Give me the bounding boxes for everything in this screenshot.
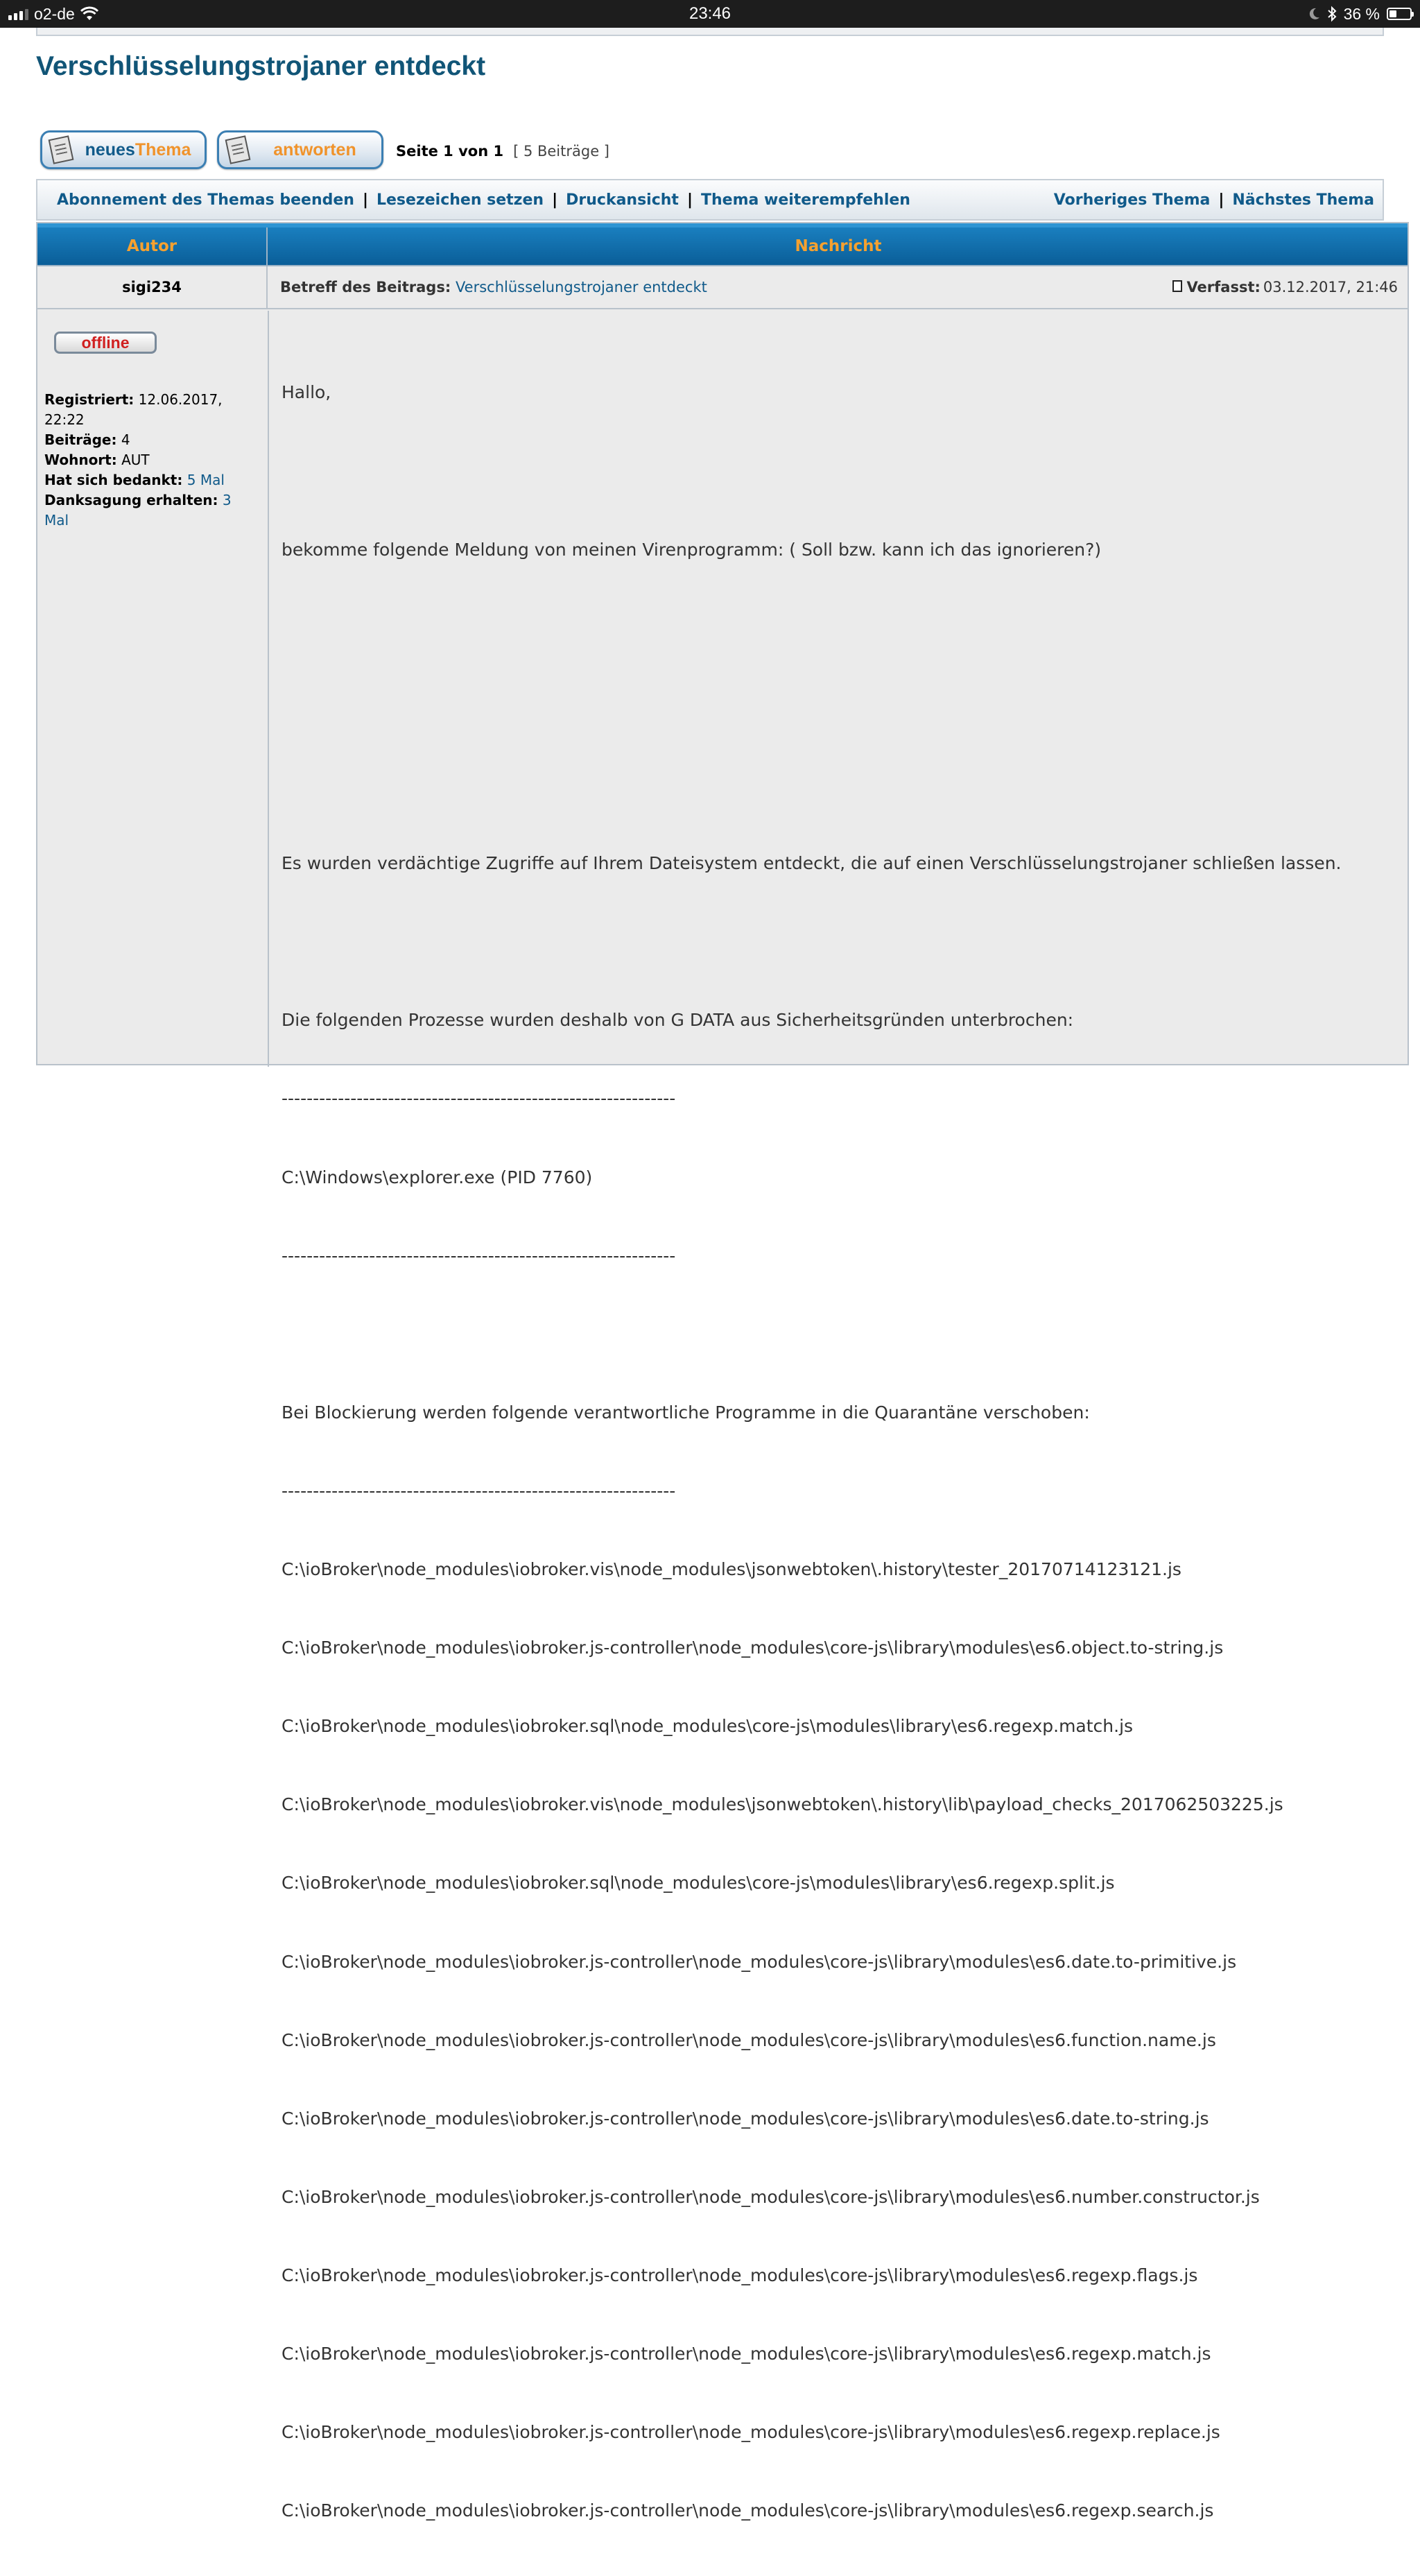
reply-label: antworten <box>273 139 356 160</box>
next-topic-link[interactable]: Nächstes Thema <box>1232 191 1374 209</box>
status-bar <box>0 0 1420 28</box>
topic-nav <box>1054 180 1374 219</box>
thanks-received-link[interactable]: 3 Mal <box>44 492 232 529</box>
post-line: --------------------------------------------------------------- <box>282 1088 676 1109</box>
post-line: C:\ioBroker\node_modules\iobroker.js-controller\node_modules\core-js\library\modules\es6.date.to-string.js <box>282 2108 1209 2129</box>
document-icon <box>225 135 251 164</box>
post-line: Die folgenden Prozesse wurden deshalb von G DATA aus Sicherheitsgründen unterbrochen: <box>282 1010 1074 1031</box>
post-date <box>1172 266 1398 308</box>
battery-percent: 36 % <box>1343 4 1380 23</box>
post-line <box>282 929 1398 955</box>
header-strip <box>36 28 1384 36</box>
table-header <box>37 223 1408 266</box>
separator: | <box>686 191 693 209</box>
post-header-row <box>37 266 1408 309</box>
post-content <box>282 327 1398 2576</box>
post-author[interactable]: sigi234 <box>37 266 268 308</box>
posted-label: Verfasst: <box>1186 279 1261 295</box>
new-topic-button[interactable] <box>40 130 207 169</box>
document-icon <box>49 135 74 164</box>
topic-actions-left <box>57 180 910 219</box>
separator: | <box>362 191 368 209</box>
print-view-link[interactable]: Druckansicht <box>566 191 679 209</box>
post-line: C:\ioBroker\node_modules\iobroker.js-controller\node_modules\core-js\library\modules\es6.regexp.flags.js <box>282 2265 1198 2286</box>
previous-topic-link[interactable]: Vorheriges Thema <box>1053 191 1211 209</box>
column-author: Autor <box>37 227 268 265</box>
subject-link[interactable]: Verschlüsselungstrojaner entdeckt <box>455 279 707 295</box>
post-line: Bei Blockierung werden folgende verantwortliche Programme in die Quarantäne verschoben: <box>282 1402 1090 1423</box>
status-right <box>1309 0 1412 28</box>
post-line: C:\ioBroker\node_modules\iobroker.js-controller\node_modules\core-js\library\modules\es6.regexp.match.js <box>282 2344 1211 2364</box>
thanked-link[interactable]: 5 Mal <box>187 472 225 488</box>
carrier-name: o2-de <box>34 4 75 23</box>
posts-line: Beiträge: 4 <box>44 431 130 448</box>
post-line: C:\Windows\explorer.exe (PID 7760) <box>282 1167 593 1187</box>
registered-line: Registriert: 12.06.2017, 22:22 <box>44 391 223 428</box>
posted-date: 03.12.2017, 21:46 <box>1263 279 1398 295</box>
moon-icon <box>1309 8 1320 20</box>
separator: | <box>552 191 558 209</box>
post-line: Es wurden verdächtige Zugriffe auf Ihrem Dateisystem entdeckt, die auf einen Verschlüsselungstrojaner schließen lassen. <box>282 853 1342 874</box>
post-line: C:\ioBroker\node_modules\iobroker.sql\node_modules\core-js\modules\library\es6.regexp.match.js <box>282 1716 1134 1737</box>
post-line: C:\ioBroker\node_modules\iobroker.js-controller\node_modules\core-js\library\modules\es6.regexp.replace.js <box>282 2422 1220 2443</box>
post-line: C:\ioBroker\node_modules\iobroker.sql\node_modules\core-js\modules\library\es6.regexp.split.js <box>282 1873 1115 1894</box>
post-line <box>282 615 1398 642</box>
separator: | <box>1218 191 1224 209</box>
offline-status-badge: offline <box>54 332 157 354</box>
post-line: C:\ioBroker\node_modules\iobroker.js-controller\node_modules\core-js\library\modules\es6.date.to-primitive.js <box>282 1951 1237 1972</box>
author-profile <box>37 311 269 1067</box>
column-message: Nachricht <box>795 237 882 255</box>
reply-button[interactable] <box>217 130 383 169</box>
post-count: [ 5 Beiträge ] <box>513 143 609 160</box>
post-line: bekomme folgende Meldung von meinen Virenprogramm: ( Soll bzw. kann ich das ignorieren?) <box>282 539 1102 560</box>
clock: 23:46 <box>689 4 731 23</box>
post-subject <box>280 266 707 308</box>
pagination <box>396 143 609 160</box>
unsubscribe-topic-link[interactable]: Abonnement des Themas beenden <box>57 191 354 209</box>
post-line: --------------------------------------------------------------- <box>282 1245 676 1266</box>
thanks-received-line: Danksagung erhalten: 3 Mal <box>44 492 232 529</box>
post-line: C:\ioBroker\node_modules\iobroker.vis\node_modules\jsonwebtoken\.history\tester_20170714123121.js <box>282 1559 1181 1580</box>
subject-label: Betreff des Beitrags: <box>280 279 451 295</box>
battery-icon <box>1387 8 1412 20</box>
post-line: C:\ioBroker\node_modules\iobroker.vis\node_modules\jsonwebtoken\.history\lib\payload_checks_2017062503225.js <box>282 1794 1283 1815</box>
topic-actions-bar <box>36 179 1384 221</box>
post-line: C:\ioBroker\node_modules\iobroker.js-controller\node_modules\core-js\library\modules\es6.regexp.search.js <box>282 2500 1214 2521</box>
post-table <box>36 222 1409 2521</box>
post-line: --------------------------------------------------------------- <box>282 1480 676 1501</box>
post-line <box>282 772 1398 798</box>
topic-title[interactable]: Verschlüsselungstrojaner entdeckt <box>36 51 486 81</box>
page-indicator: Seite 1 von 1 <box>396 143 504 160</box>
bookmark-link[interactable]: Lesezeichen setzen <box>376 191 544 209</box>
recommend-topic-link[interactable]: Thema weiterempfehlen <box>700 191 910 209</box>
profile-details <box>44 390 259 531</box>
post-line: C:\ioBroker\node_modules\iobroker.js-controller\node_modules\core-js\library\modules\es6.function.name.js <box>282 2029 1216 2050</box>
post-link-icon[interactable] <box>1172 280 1182 292</box>
bluetooth-icon <box>1327 6 1337 22</box>
post-line: C:\ioBroker\node_modules\iobroker.js-controller\node_modules\core-js\library\modules\es6.object.to-string.js <box>282 1638 1224 1658</box>
post-line: Hallo, <box>282 382 331 403</box>
post-line <box>282 1321 1398 1348</box>
post-line <box>282 694 1398 720</box>
thanked-line: Hat sich bedankt: 5 Mal <box>44 472 225 488</box>
new-topic-label: neuesThema <box>85 139 191 160</box>
post-line <box>282 458 1398 485</box>
location-line: Wohnort: AUT <box>44 452 150 468</box>
post-line: C:\ioBroker\node_modules\iobroker.js-controller\node_modules\core-js\library\modules\es6.number.constructor.js <box>282 2186 1260 2207</box>
